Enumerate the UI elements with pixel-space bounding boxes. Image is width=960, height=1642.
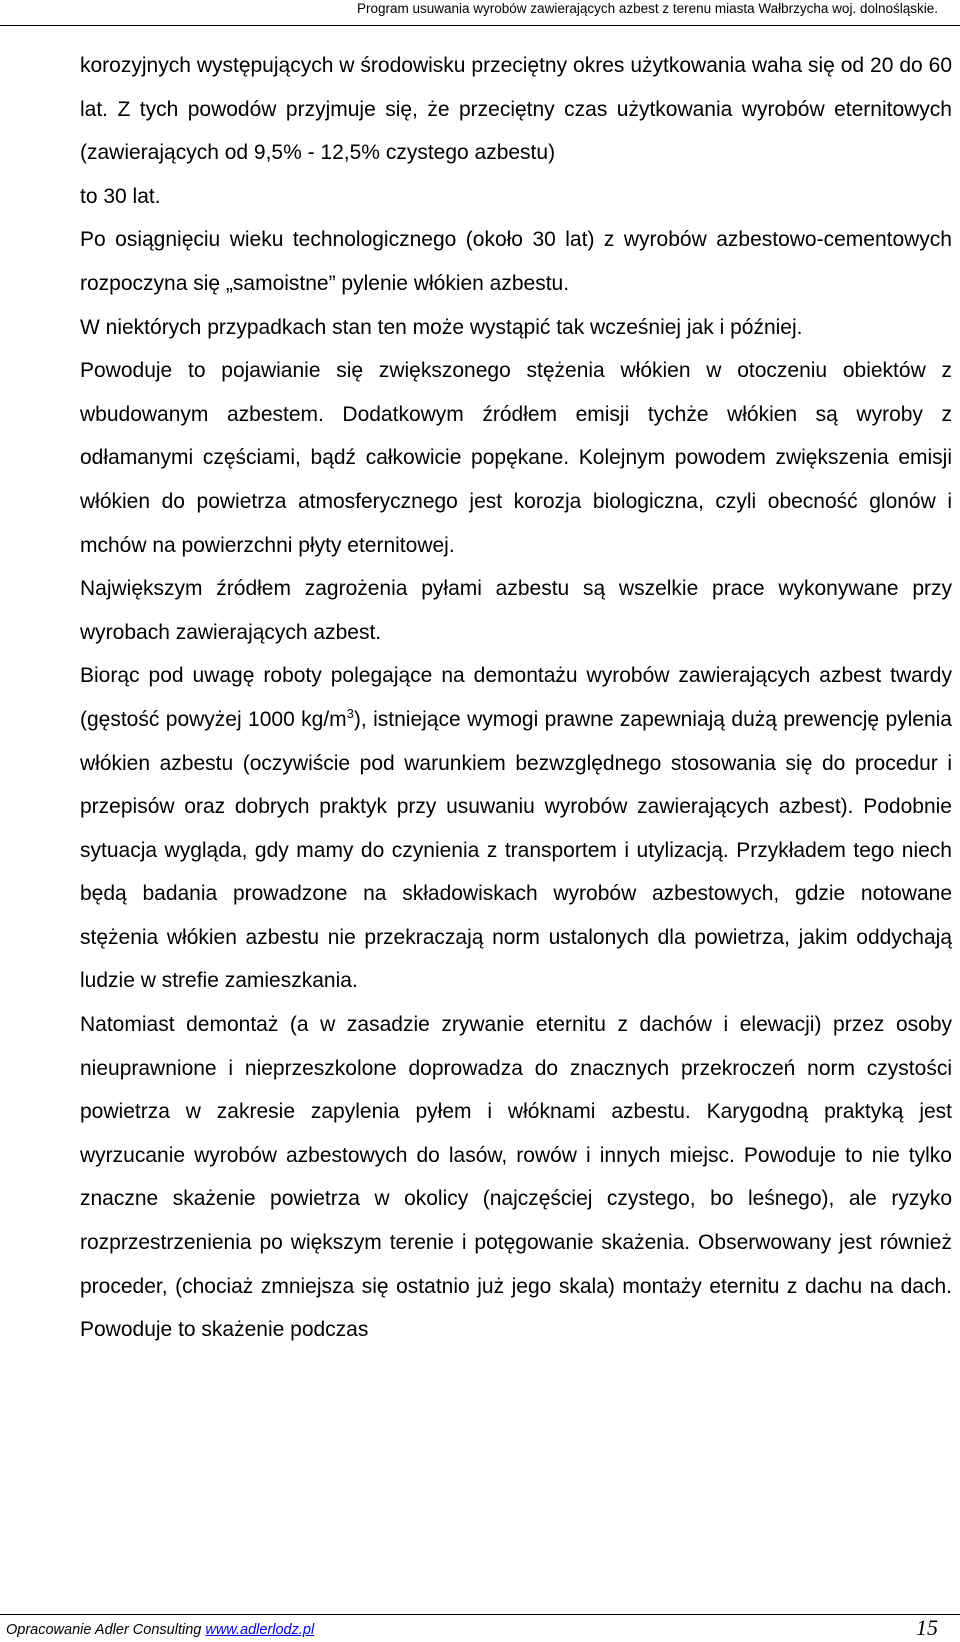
cubic-superscript: 3: [346, 705, 354, 721]
paragraph-main-threat: Największym źródłem zagrożenia pyłami azbestu są wszelkie prace wykonywane przy wyrobach zawierających azbest.: [80, 577, 952, 644]
footer-credit: [6, 1622, 314, 1638]
paragraph-fiber-emission: Powoduje to pojawianie się zwiększonego stężenia włókien w otoczeniu obiektów z wbudowanym azbestem. Dodatkowym źródłem emisji tychże włókien są wyroby z odłamanymi częściami, bądź całkowicie popękane. Kolejnym powodem zwiększenia emisji włókien do powietrza atmosferycznego jest korozja biologiczna, czyli obecność glonów i mchów na powierzchni płyty eternitowej.: [80, 359, 952, 557]
header-title: Program usuwania wyrobów zawierających azbest z terenu miasta Wałbrzycha woj. dolnośląskie.: [356, 1, 938, 16]
dismantling-text-end: ), istniejące wymogi prawne zapewniają dużą prewencję pylenia włókien azbestu (oczywiście pod warunkiem bezwzględnego stosowania się do procedur i przepisów oraz dobrych praktyk przy usuwaniu wyrobów zawierających azbest). Podobnie sytuacja wygląda, gdy mamy do czynienia z transportem i utylizacją. Przykładem tego niech będą badania prowadzone na składowiskach wyrobów azbestowych, gdzie notowane stężenia włókien azbestu nie przekraczają norm ustalonych dla powietrza, jakim oddychają ludzie w strefie zamieszkania.: [80, 707, 952, 993]
paragraph-lifespan: korozyjnych występujących w środowisku przeciętny okres użytkowania waha się od 20 do 60 lat. Z tych powodów przyjmuje się, że przeciętny czas użytkowania wyrobów eternitowych (zawierających od 9,5% - 12,5% czystego azbestu): [80, 54, 952, 165]
page-footer: [0, 1614, 960, 1642]
dismantling-text-start: Biorąc pod uwagę roboty polegające na demontażu wyrobów zawierających azbest twardy (gęstość powyżej 1000 kg/m: [80, 664, 952, 731]
footer-website-link[interactable]: www.adlerlodz.pl: [205, 1622, 315, 1638]
paragraph-dismantling: [80, 654, 952, 1003]
footer-credit-text: Opracowanie Adler Consulting: [6, 1622, 206, 1638]
paragraph-timing: W niektórych przypadkach stan ten może wystąpić tak wcześniej jak i później.: [80, 315, 803, 339]
running-header: [0, 0, 960, 26]
paragraph-lifespan-end: to 30 lat.: [80, 184, 161, 208]
document-body: [80, 44, 952, 1352]
paragraph-self-dusting: Po osiągnięciu wieku technologicznego (około 30 lat) z wyrobów azbestowo-cementowych rozpoczyna się „samoistne” pylenie włókien azbestu.: [80, 228, 952, 295]
paragraph-illegal-practices: Natomiast demontaż (a w zasadzie zrywanie eternitu z dachów i elewacji) przez osoby nieuprawnione i nieprzeszkolone doprowadza do znacznych przekroczeń norm czystości powietrza w zakresie zapylenia pyłem i włóknami azbestu. Karygodną praktyką jest wyrzucanie wyrobów azbestowych do lasów, rowów i innych miejsc. Powoduje to nie tylko znaczne skażenie powietrza w okolicy (najczęściej czystego, bo leśnego), ale ryzyko rozprzestrzenienia po większym terenie i potęgowanie skażenia. Obserwowany jest również proceder, (chociaż zmniejsza się ostatnio już jego skala) montaży eternitu z dachu na dach. Powoduje to skażenie podczas: [80, 1013, 952, 1342]
page-number: 15: [916, 1615, 938, 1640]
